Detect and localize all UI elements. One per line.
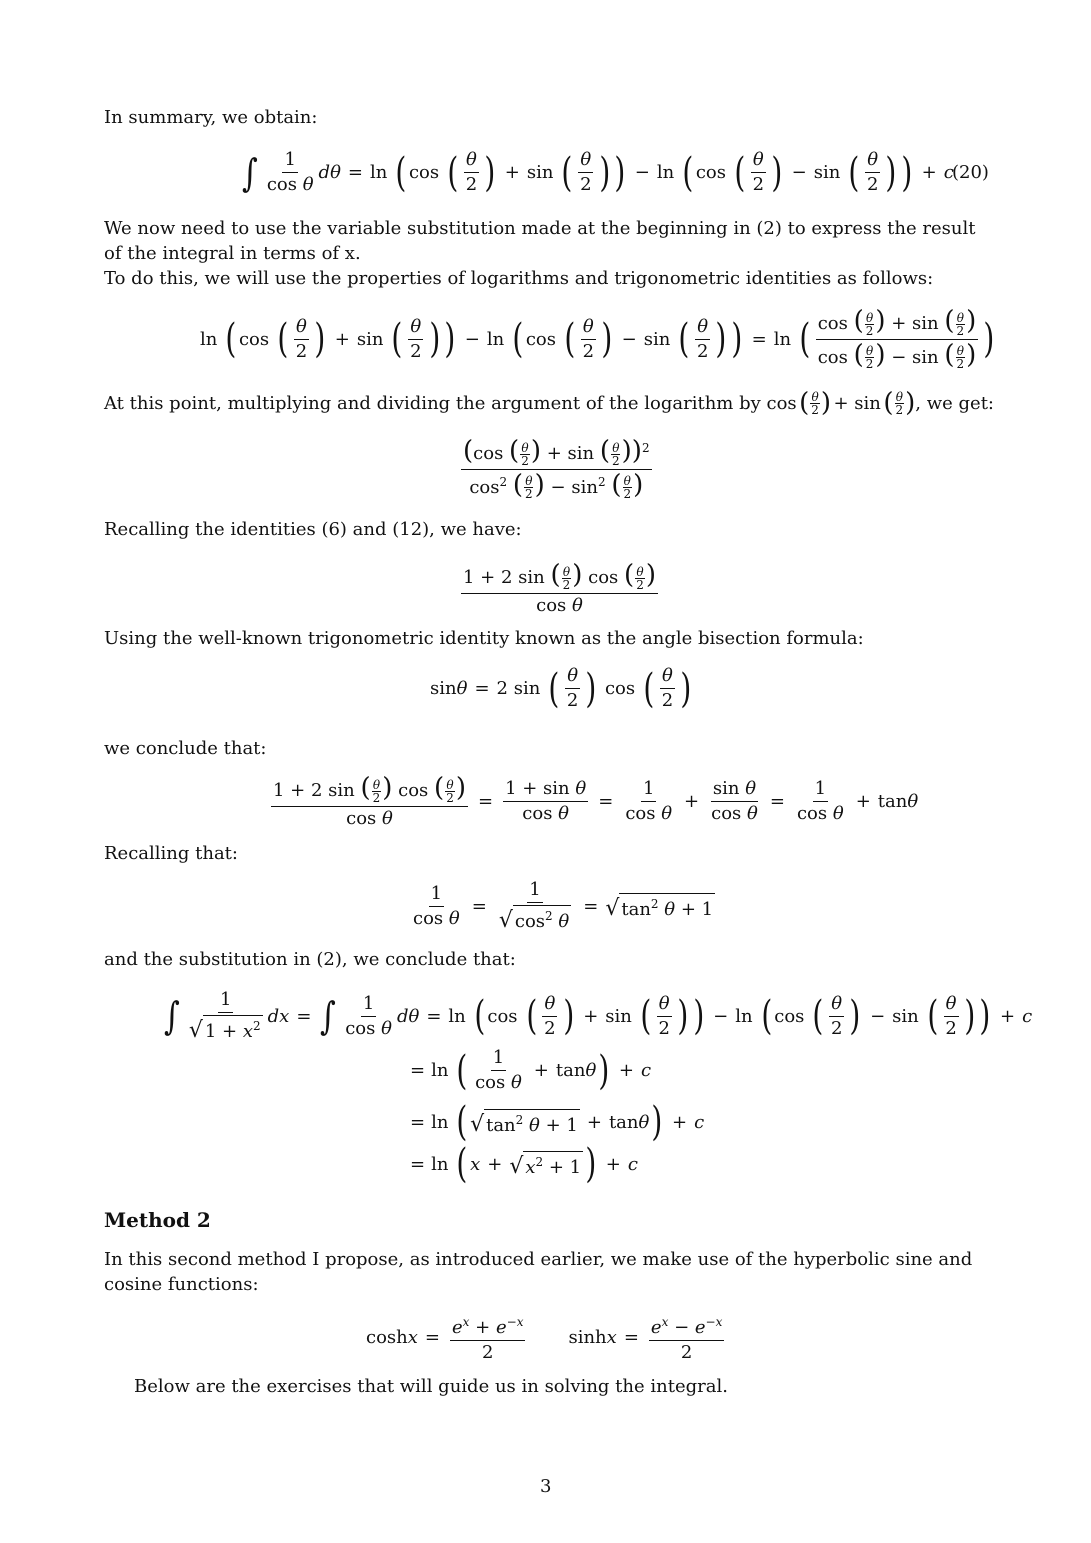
- equation-log-difference: ln ( cos ( $\frac{\theta}{2}$ ) + sin ( $\frac{\theta}{2}$ ) ) − ln ( cos ( $\frac{\theta}{2}$ ) − sin ( $\frac{\theta}{2}$ ) ) = ln ( cos ( $\frac{\theta}{2}$ ) + sin ( $\frac{\theta}{2}$ ) cos ( $\frac{\theta}{2}$ ) − sin ( $\frac{\theta}{2}$ ) ): [200, 306, 995, 371]
- paragraph-summary: In summary, we obtain:: [104, 107, 318, 128]
- equation-hyperbolic-functions: cosh x = $\frac{e^x + e^{-x}}{2}$ sinh x = $\frac{e^x - e^{-x}}{2}$: [366, 1312, 727, 1363]
- equation-final-line-1: ∫ 1 √ $1 + x^2$ dx = ∫ $\frac{1}{\text{cos θ}}$ dθ = ln ( cos ( $\frac{\theta}{2}$ ) + sin ( $\frac{\theta}{2}$ ) ) − ln ( cos ( $\frac{\theta}{2}$ ) − sin ( $\frac{\theta}{2}$ ) ) + c: [163, 989, 1033, 1043]
- equation-squared-fraction: (cos ( $\frac{\theta}{2}$ ) + sin ( $\frac{\theta}{2}$ ))$^2$ $\cos^2$ ( $\frac{\theta}{2}$ ) − $\sin^2$ ( $\frac{\theta}{2}$ ): [463, 436, 650, 501]
- paragraph-recalling: Recalling that:: [104, 843, 238, 864]
- equation-final-line-2: = ln ( $\frac{1}{\text{cos θ}}$ + tan θ ) + c: [410, 1047, 652, 1094]
- equation-bisection: sin θ = 2 sin ( $\frac{\theta}{2}$ ) cos ( $\frac{\theta}{2}$ ): [430, 665, 692, 712]
- equation-20: ∫ $\frac{1}{\text{cos θ}}$ dθ = ln ( cos ( $\frac{\theta}{2}$ ) + sin ( $\frac{\theta}{2}$ ) ) − ln ( cos ( $\frac{\theta}{2}$ ) − sin ( $\frac{\theta}{2}$ ) ) + c: [241, 149, 954, 196]
- paragraph-conclude: we conclude that:: [104, 738, 267, 759]
- equation-final-line-4: = ln ( x + √ $x^2 + 1$ ) + c: [410, 1141, 638, 1187]
- page-number: 3: [540, 1476, 552, 1497]
- paragraph-multiplying: At this point, multiplying and dividing the argument of the logarithm by cos ( $\frac{\theta}{2}$ ) + sin ( $\frac{\theta}{2}$ ) , we get:: [104, 388, 994, 418]
- equation-number: (20): [952, 162, 989, 183]
- paragraph-substitution-conclude: and the substitution in (2), we conclude that:: [104, 949, 516, 970]
- paragraph-multiplying-part-c: , we get:: [915, 392, 994, 414]
- equation-conclusion-chain: 1 + 2 sin ( $\frac{\theta}{2}$ ) cos ( $\frac{\theta}{2}$ ) cos θ = $\frac{\text{1 + sin θ}}{\text{cos θ}}$ = $\frac{1}{\text{cos θ}}$ + $\frac{\text{sin θ}}{\text{cos θ}}$ = $\frac{1}{\text{cos θ}}$ + tan θ: [273, 773, 919, 829]
- paragraph-multiplying-part-a: At this point, multiplying and dividing the argument of the logarithm by cos: [104, 392, 797, 414]
- paragraph-substitution: We now need to use the variable substitution made at the beginning in (2) to express the result of the integral in terms of x.: [104, 218, 976, 264]
- equation-final-line-3: = ln ( √ $\tan^2 \theta + 1$ + tan θ ) + c: [410, 1099, 705, 1145]
- equation-identities-result: 1 + 2 sin ( $\frac{\theta}{2}$ ) cos ( $\frac{\theta}{2}$ ) cos θ: [463, 560, 656, 616]
- paragraph-multiplying-part-b: + sin: [833, 392, 881, 414]
- paragraph-identities: Recalling the identities (6) and (12), we have:: [104, 519, 522, 540]
- paragraph-exercises: Below are the exercises that will guide us in solving the integral.: [134, 1376, 728, 1397]
- paragraph-bisection: Using the well-known trigonometric identity known as the angle bisection formula:: [104, 628, 864, 649]
- equation-recalling: $\frac{1}{\text{cos θ}}$ = 1 √ $\cos^2 \theta$ = √ $\tan^2 \theta + 1$: [413, 879, 714, 933]
- paragraph-method-2: In this second method I propose, as introduced earlier, we make use of the hyperbolic sine and cosine functions:: [104, 1249, 973, 1295]
- section-heading: Method 2: [104, 1208, 211, 1232]
- paragraph-properties: To do this, we will use the properties of logarithms and trigonometric identities as follows:: [104, 268, 934, 289]
